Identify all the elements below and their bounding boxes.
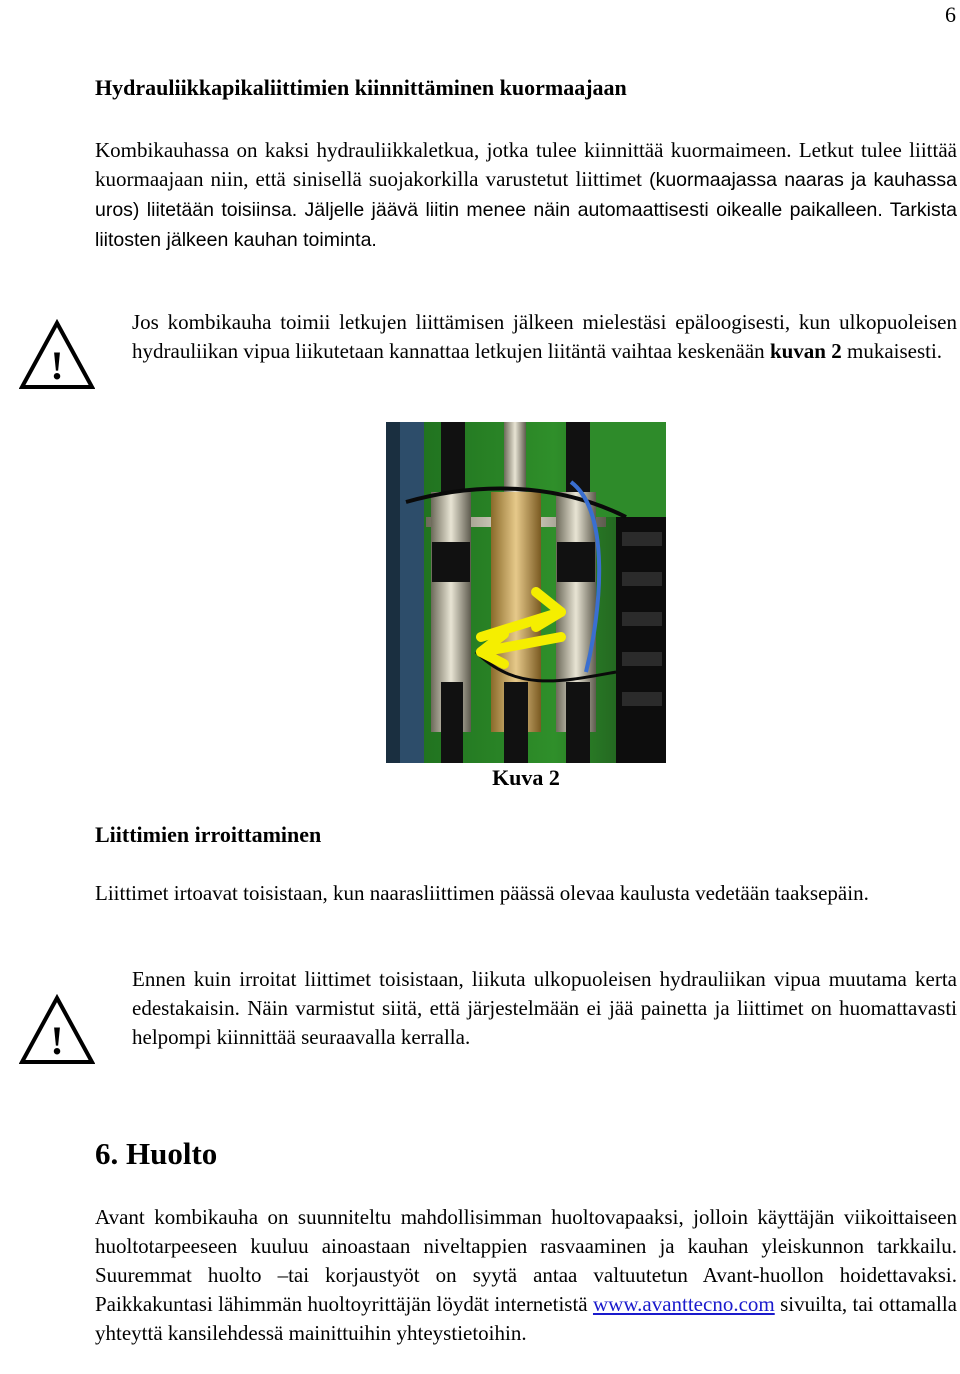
warning-exclamation-2: ! xyxy=(50,1018,64,1063)
warning-exclamation: ! xyxy=(50,343,64,388)
paragraph-maintenance-post: sivuilta, tai ottamalla yhteyttä kansilehdessä mainittuihin yhteystietoihin. xyxy=(95,1292,957,1345)
figure-caption: Kuva 2 xyxy=(492,765,560,790)
heading-maintenance: 6. Huolto xyxy=(95,1136,218,1171)
warning-text-connect xyxy=(132,308,957,366)
warning-triangle-icon xyxy=(19,319,95,391)
paragraph-connect-serif: Kombikauhassa on kaksi hydrauliikkaletkua, jotka tulee kiinnittää kuormaimeen. Letkut tulee liittää kuormaajaan niin, että sinisellä suojakorkilla varustetut liittimet xyxy=(95,138,957,191)
paragraph-connect xyxy=(95,136,957,255)
paragraph-maintenance-pre: Avant kombikauha on suunniteltu mahdollisimman huoltovapaaksi, jolloin käyttäjän viikoittaiseen huoltotarpeeseen kuuluu ainoastaan niveltappien rasvaaminen ja kauhan yleiskunnon tarkkailu. Suuremmat huolto –tai korjaustyöt on syytä antaa valtuutetun Avant-huollon hoidettavaksi. Paikkakuntasi lähimmän huoltoyrittäjän löydät internetistä xyxy=(95,1205,957,1316)
warning-text-pre: Jos kombikauha toimii letkujen liittämisen jälkeen mielestäsi epäloogisesti, kun ulkopuoleisen hydrauliikan vipua liikutetaan kannattaa letkujen liitäntä vaihtaa keskenään xyxy=(132,310,957,363)
warning-text-post: mukaisesti. xyxy=(841,339,943,363)
warning-text-disconnect: Ennen kuin irroitat liittimet toisistaan, liikuta ulkopuoleisen hydrauliikan vipua muutama kerta edestakaisin. Näin varmistut siitä, että järjestelmään ei jää painetta ja liittimet on huomattavasti helpompi kiinnittää seuraavalla kerralla. xyxy=(132,967,957,1049)
heading-disconnect: Liittimien irroittaminen xyxy=(95,822,322,847)
heading-connect: Hydrauliikkapikaliittimien kiinnittäminen kuormaajaan xyxy=(95,75,627,100)
avanttecno-link[interactable]: www.avanttecno.com xyxy=(592,1292,775,1316)
warning-triangle-icon-2 xyxy=(19,994,95,1066)
hydraulic-couplers-photo xyxy=(386,422,666,763)
paragraph-maintenance xyxy=(95,1203,957,1348)
paragraph-connect-sans: (kuormaajassa naaras ja kauhassa uros) liitetään toisiinsa. Jäljelle jäävä liitin menee näin automaattisesti oikealle paikalleen. Tarkista liitosten jälkeen kauhan toiminta. xyxy=(95,169,958,251)
warning-text-bold: kuvan 2 xyxy=(769,339,842,363)
paragraph-disconnect: Liittimet irtoavat toisistaan, kun naarasliittimen päässä olevaa kaulusta vedetään taaksepäin. xyxy=(95,881,869,905)
page-number: 6 xyxy=(945,2,956,27)
